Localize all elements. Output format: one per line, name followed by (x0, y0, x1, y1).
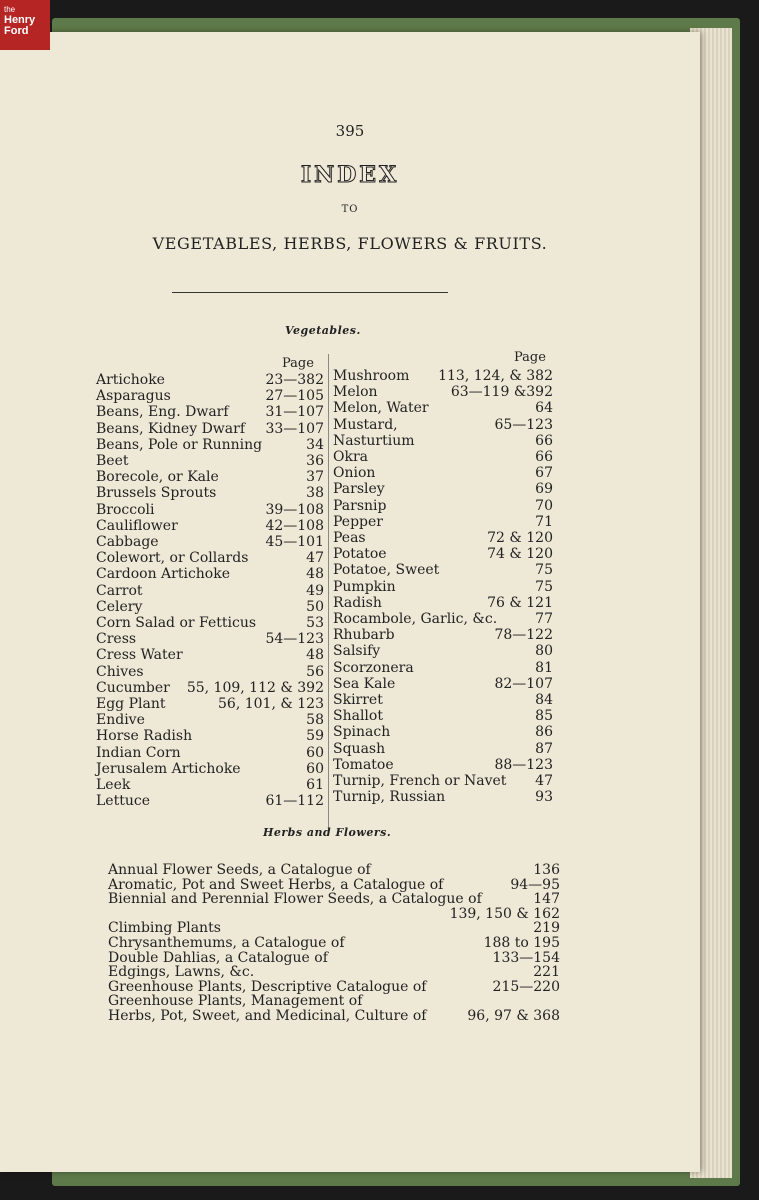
entry-page: 67 (535, 465, 553, 482)
entry-name: Cucumber (96, 679, 170, 696)
entry-name: Broccoli (96, 501, 155, 518)
index-entry (333, 384, 553, 400)
entry-page: 60 (306, 744, 324, 761)
entry-page: 78—122 (494, 627, 553, 644)
index-to: TO (341, 204, 359, 215)
vegetables-heading: Vegetables. (285, 324, 361, 337)
entry-page: 82—107 (494, 675, 553, 692)
entry-page: 69 (535, 481, 553, 498)
entry-page: 88—123 (494, 756, 553, 773)
index-entry (96, 583, 324, 599)
entry-name: Annual Flower Seeds, a Catalogue of (108, 862, 371, 878)
index-subtitle: VEGETABLES, HERBS, FLOWERS & FRUITS. (152, 234, 548, 253)
index-entry (333, 643, 553, 659)
entry-name: Chrysanthemums, a Catalogue of (108, 935, 345, 951)
page-number: 395 (335, 122, 365, 140)
entry-page: 96, 97 & 368 (467, 1008, 560, 1024)
entry-name: Carrot (96, 582, 143, 599)
henry-ford-logo: the Henry Ford (0, 0, 50, 50)
entry-name: Chives (96, 663, 144, 680)
index-entry (333, 757, 553, 773)
index-entry (333, 562, 553, 578)
entry-name: Cabbage (96, 534, 159, 550)
index-entry (96, 372, 324, 388)
index-entry (96, 696, 324, 712)
index-entry (333, 498, 553, 514)
entry-name: Double Dahlias, a Catalogue of (108, 949, 328, 966)
index-entry (96, 728, 324, 744)
entry-name: Greenhouse Plants, Management of (108, 993, 363, 1010)
entry-page: 42—108 (265, 517, 324, 534)
entry-page: 65—123 (494, 416, 553, 433)
entry-page: 63—119 &392 (450, 384, 553, 401)
entry-name: Tomatoe (333, 756, 394, 773)
index-entry (96, 761, 324, 777)
entry-name: Indian Corn (96, 744, 181, 761)
entry-name: Melon, Water (333, 400, 429, 417)
entry-page: 75 (535, 578, 553, 595)
entry-page: 60 (306, 760, 324, 777)
entry-name: Turnip, French or Navet (333, 773, 507, 789)
index-entry (96, 453, 324, 469)
entry-page: 85 (535, 708, 553, 725)
index-entry (96, 712, 324, 728)
entry-page: 34 (306, 436, 324, 453)
entry-page: 147 (533, 891, 560, 908)
index-entry (96, 388, 324, 404)
entry-name: Aromatic, Pot and Sweet Herbs, a Catalogue of (108, 876, 444, 893)
herb-entry (108, 862, 560, 878)
index-entry (333, 579, 553, 595)
index-entry (96, 437, 324, 453)
herb-entry (108, 906, 560, 922)
index-entry (333, 530, 553, 546)
entry-page: 31—107 (265, 404, 324, 421)
index-entry (333, 627, 553, 643)
entry-page: 50 (306, 598, 324, 615)
herb-entry (108, 964, 560, 980)
entry-page: 77 (535, 611, 553, 627)
index-entry (333, 789, 553, 805)
entry-name: Onion (333, 465, 376, 482)
index-entry (333, 417, 553, 433)
entry-name: Melon (333, 384, 378, 401)
entry-name: Shallot (333, 708, 383, 725)
entry-page: 23—382 (265, 372, 324, 388)
entry-name: Okra (333, 449, 368, 465)
entry-name: Cauliflower (96, 517, 178, 534)
entry-name: Colewort, or Collards (96, 550, 249, 567)
entry-page: 58 (306, 712, 324, 729)
entry-name: Nasturtium (333, 432, 415, 449)
entry-page: 136 (533, 862, 560, 878)
index-entry (96, 615, 324, 631)
index-entry (333, 433, 553, 449)
entry-name: Radish (333, 594, 382, 611)
entry-page: 74 & 120 (487, 546, 553, 563)
entry-name: Borecole, or Kale (96, 469, 219, 486)
entry-name: Beans, Kidney Dwarf (96, 420, 246, 437)
entry-page: 84 (535, 692, 553, 708)
entry-page: 80 (535, 643, 553, 660)
entry-page: 133—154 (492, 949, 560, 966)
entry-name: Horse Radish (96, 728, 193, 745)
entry-name: Salsify (333, 643, 381, 660)
index-entry (96, 680, 324, 696)
entry-name: Pumpkin (333, 578, 396, 595)
index-entry (333, 514, 553, 530)
entry-page: 47 (306, 550, 324, 567)
entry-page: 38 (306, 485, 324, 502)
index-entry (333, 773, 553, 789)
entry-page: 219 (533, 920, 560, 937)
index-entry (333, 546, 553, 562)
entry-page: 66 (535, 432, 553, 449)
entry-name: Jerusalem Artichoke (96, 760, 241, 777)
entry-page: 49 (306, 582, 324, 599)
index-entry (333, 708, 553, 724)
page-label-left: Page (282, 356, 314, 371)
index-entry (96, 550, 324, 566)
index-entry (96, 599, 324, 615)
index-entry (96, 647, 324, 663)
index-entry (333, 449, 553, 465)
herb-entry (108, 1008, 560, 1024)
entry-page: 215—220 (492, 978, 560, 995)
entry-page: 55, 109, 112 & 392 (186, 679, 324, 696)
entry-page: 113, 124, & 382 (438, 368, 553, 384)
entry-page: 59 (306, 728, 324, 745)
entry-name: Mushroom (333, 368, 410, 384)
entry-name: Egg Plant (96, 696, 166, 712)
entry-page: 93 (535, 789, 553, 806)
entry-page: 70 (535, 497, 553, 514)
entry-name: Parsley (333, 481, 385, 498)
entry-name: Beans, Pole or Running (96, 436, 263, 453)
entry-name: Climbing Plants (108, 920, 221, 937)
entry-name: Endive (96, 712, 145, 729)
index-entry (96, 518, 324, 534)
index-entry (96, 777, 324, 793)
index-entry (333, 611, 553, 627)
entry-page: 61 (306, 777, 324, 793)
entry-page: 56, 101, & 123 (218, 696, 324, 712)
entry-page: 48 (306, 647, 324, 664)
entry-name: Asparagus (96, 388, 171, 405)
entry-name: Artichoke (96, 372, 165, 388)
entry-page: 48 (306, 566, 324, 583)
entry-name: Corn Salad or Fetticus (96, 615, 257, 631)
index-entry (96, 485, 324, 501)
entry-page: 54—123 (265, 631, 324, 648)
entry-page: 64 (535, 400, 553, 417)
index-entry (333, 465, 553, 481)
entry-name: Potatoe (333, 546, 387, 563)
entry-page: 61—112 (265, 793, 324, 810)
herb-entry (108, 935, 560, 951)
index-entry (333, 724, 553, 740)
index-entry (333, 481, 553, 497)
herb-entry (108, 950, 560, 966)
herb-entry (108, 920, 560, 936)
index-entry (96, 664, 324, 680)
index-entry (333, 741, 553, 757)
entry-name: Lettuce (96, 793, 150, 810)
entry-page: 87 (535, 740, 553, 757)
index-entry (96, 534, 324, 550)
entry-name: Potatoe, Sweet (333, 562, 440, 579)
entry-name: Mustard, (333, 416, 398, 433)
title-rule (172, 292, 448, 293)
entry-name: Beet (96, 453, 129, 469)
entry-name: Peas (333, 530, 366, 546)
entry-page: 139, 150 & 162 (449, 905, 560, 922)
entry-page: 36 (306, 453, 324, 469)
entry-name: Leek (96, 777, 131, 793)
index-entry (96, 631, 324, 647)
entry-name: Parsnip (333, 497, 387, 514)
index-title: INDEX (300, 162, 400, 188)
entry-page: 37 (306, 469, 324, 486)
index-entry (333, 660, 553, 676)
entry-page: 72 & 120 (487, 530, 553, 546)
entry-name: Cress Water (96, 647, 183, 664)
entry-name: Rocambole, Garlic, &c. (333, 611, 498, 627)
herb-entry (108, 891, 560, 907)
index-entry (333, 400, 553, 416)
entry-page: 53 (306, 615, 324, 631)
index-entry (96, 469, 324, 485)
entry-page: 33—107 (265, 420, 324, 437)
page-label-right: Page (514, 350, 546, 365)
herb-entry (108, 979, 560, 995)
entry-name: Beans, Eng. Dwarf (96, 404, 229, 421)
entry-page: 188 to 195 (483, 935, 560, 951)
entry-page: 221 (533, 964, 560, 981)
column-divider (328, 354, 329, 834)
index-entry (96, 502, 324, 518)
entry-name: Edgings, Lawns, &c. (108, 964, 255, 981)
entry-name: Pepper (333, 513, 383, 530)
herb-entry (108, 877, 560, 893)
book-page (0, 32, 700, 1172)
index-entry (96, 566, 324, 582)
entry-page: 27—105 (265, 388, 324, 405)
index-entry (333, 692, 553, 708)
entry-page: 75 (535, 562, 553, 579)
entry-name: Sea Kale (333, 675, 396, 692)
entry-name: Spinach (333, 724, 391, 741)
index-entry (333, 595, 553, 611)
entry-name: Turnip, Russian (333, 789, 446, 806)
entry-page: 66 (535, 449, 553, 465)
herbs-heading: Herbs and Flowers. (263, 826, 392, 839)
entry-name: Scorzonera (333, 659, 414, 676)
entry-name: Brussels Sprouts (96, 485, 217, 502)
index-entry (96, 793, 324, 809)
entry-name: Squash (333, 740, 386, 757)
entry-name: Greenhouse Plants, Descriptive Catalogue of (108, 978, 427, 995)
entry-name: Herbs, Pot, Sweet, and Medicinal, Culture of (108, 1008, 427, 1024)
index-entry (96, 745, 324, 761)
entry-name: Biennial and Perennial Flower Seeds, a Catalogue of (108, 891, 482, 908)
entry-page: 56 (306, 663, 324, 680)
index-entry (96, 421, 324, 437)
entry-name: Celery (96, 598, 143, 615)
entry-page: 45—101 (265, 534, 324, 550)
entry-page: 71 (535, 513, 553, 530)
entry-page: 94—95 (510, 876, 560, 893)
entry-page: 81 (535, 659, 553, 676)
entry-page: 47 (535, 773, 553, 789)
entry-name: Cardoon Artichoke (96, 566, 230, 583)
herb-entry (108, 993, 560, 1009)
index-entry (333, 676, 553, 692)
entry-name: Rhubarb (333, 627, 395, 644)
entry-name: Cress (96, 631, 137, 648)
index-entry (333, 368, 553, 384)
index-entry (96, 404, 324, 420)
entry-page: 39—108 (265, 501, 324, 518)
entry-page: 86 (535, 724, 553, 741)
entry-page: 76 & 121 (487, 594, 553, 611)
entry-name: Skirret (333, 692, 383, 708)
